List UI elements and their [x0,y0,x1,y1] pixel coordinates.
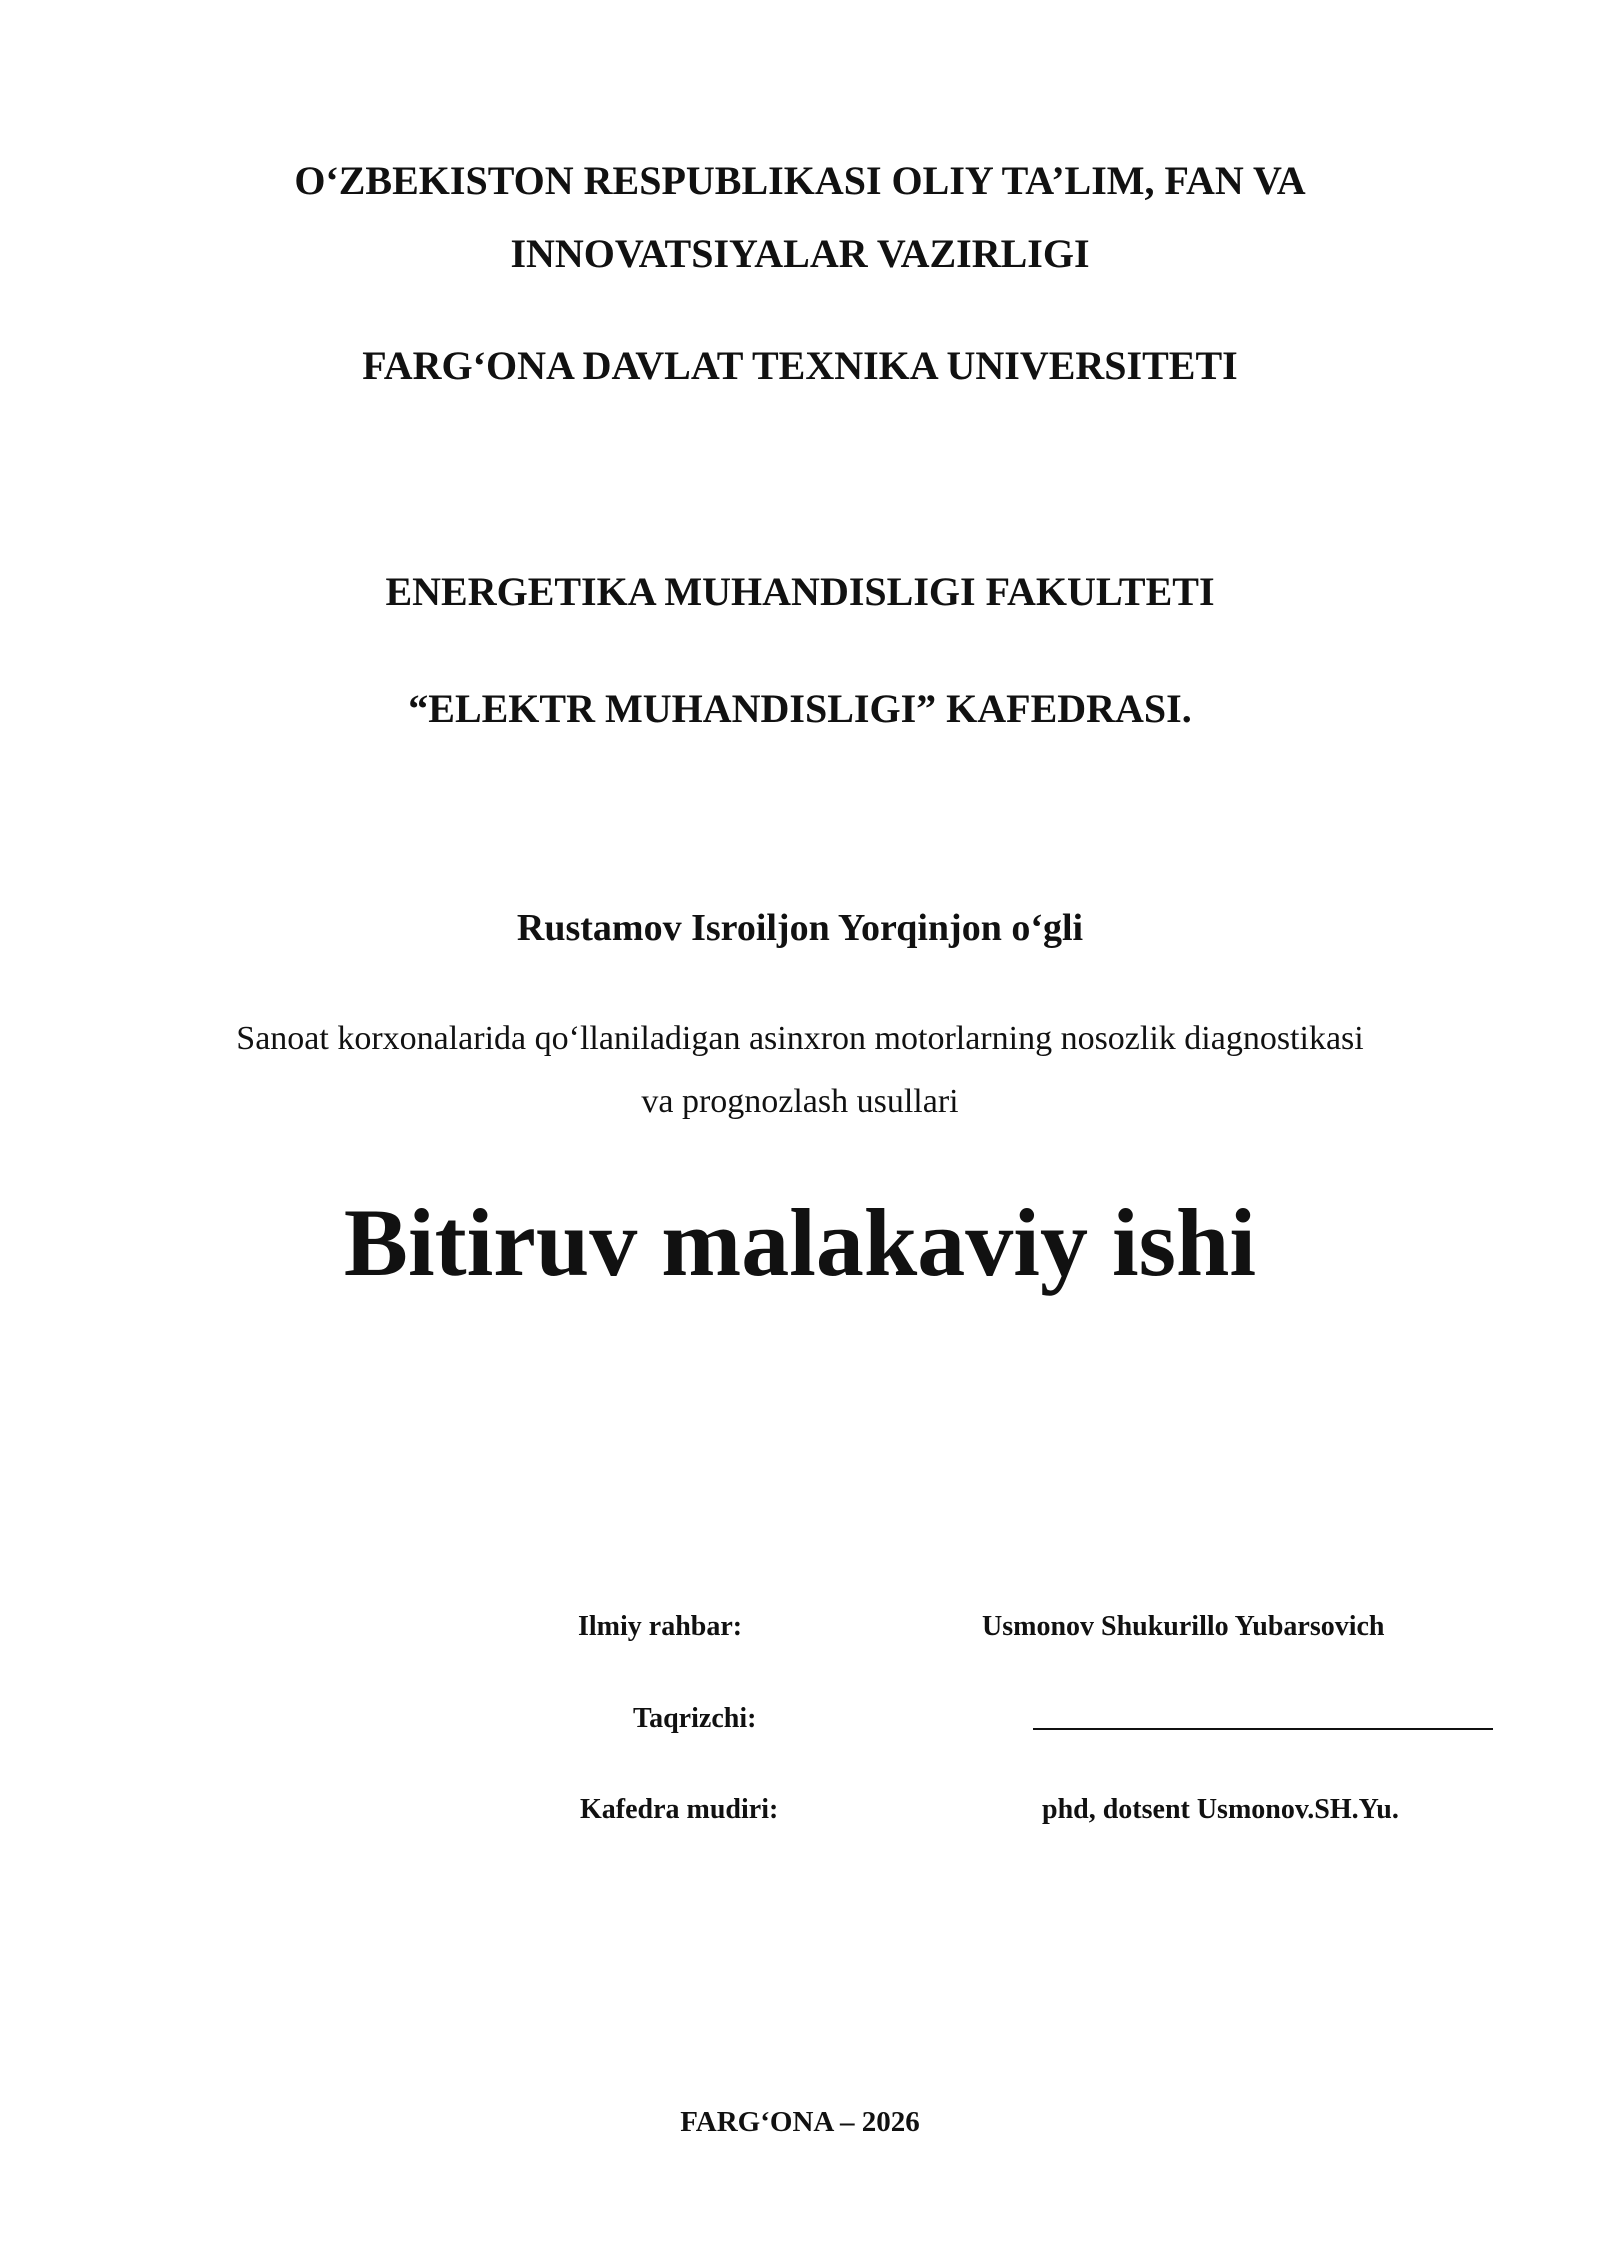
ministry-line-1: O‘ZBEKISTON RESPUBLIKASI OLIY TA’LIM, FAN VA [294,158,1306,203]
reviewer-signature-line [1033,1728,1493,1730]
advisor-name: Usmonov Shukurillo Yubarsovich [982,1611,1385,1642]
faculty-name: ENERGETIKA MUHANDISLIGI FAKULTETI [385,569,1215,614]
place-year: FARG‘ONA – 2026 [680,2106,920,2138]
head-name: phd, dotsent Usmonov.SH.Yu. [1042,1794,1399,1825]
topic-line-2: va prognozlash usullari [641,1083,959,1120]
author-name: Rustamov Isroiljon Yorqinjon o‘gli [516,907,1084,949]
topic-line-1: Sanoat korxonalarida qo‘llaniladigan asinxron motorlarning nosozlik diagnostikasi [236,1020,1364,1057]
university-name: FARG‘ONA DAVLAT TEXNIKA UNIVERSITETI [362,343,1238,388]
ministry-line-2: INNOVATSIYALAR VAZIRLIGI [510,231,1090,276]
reviewer-label: Taqrizchi: [633,1703,757,1734]
head-label: Kafedra mudiri: [580,1794,779,1825]
document-title: Bitiruv malakaviy ishi [343,1189,1257,1296]
department-name: “ELEKTR MUHANDISLIGI” KAFEDRASI. [408,686,1192,731]
advisor-label: Ilmiy rahbar: [578,1611,743,1642]
